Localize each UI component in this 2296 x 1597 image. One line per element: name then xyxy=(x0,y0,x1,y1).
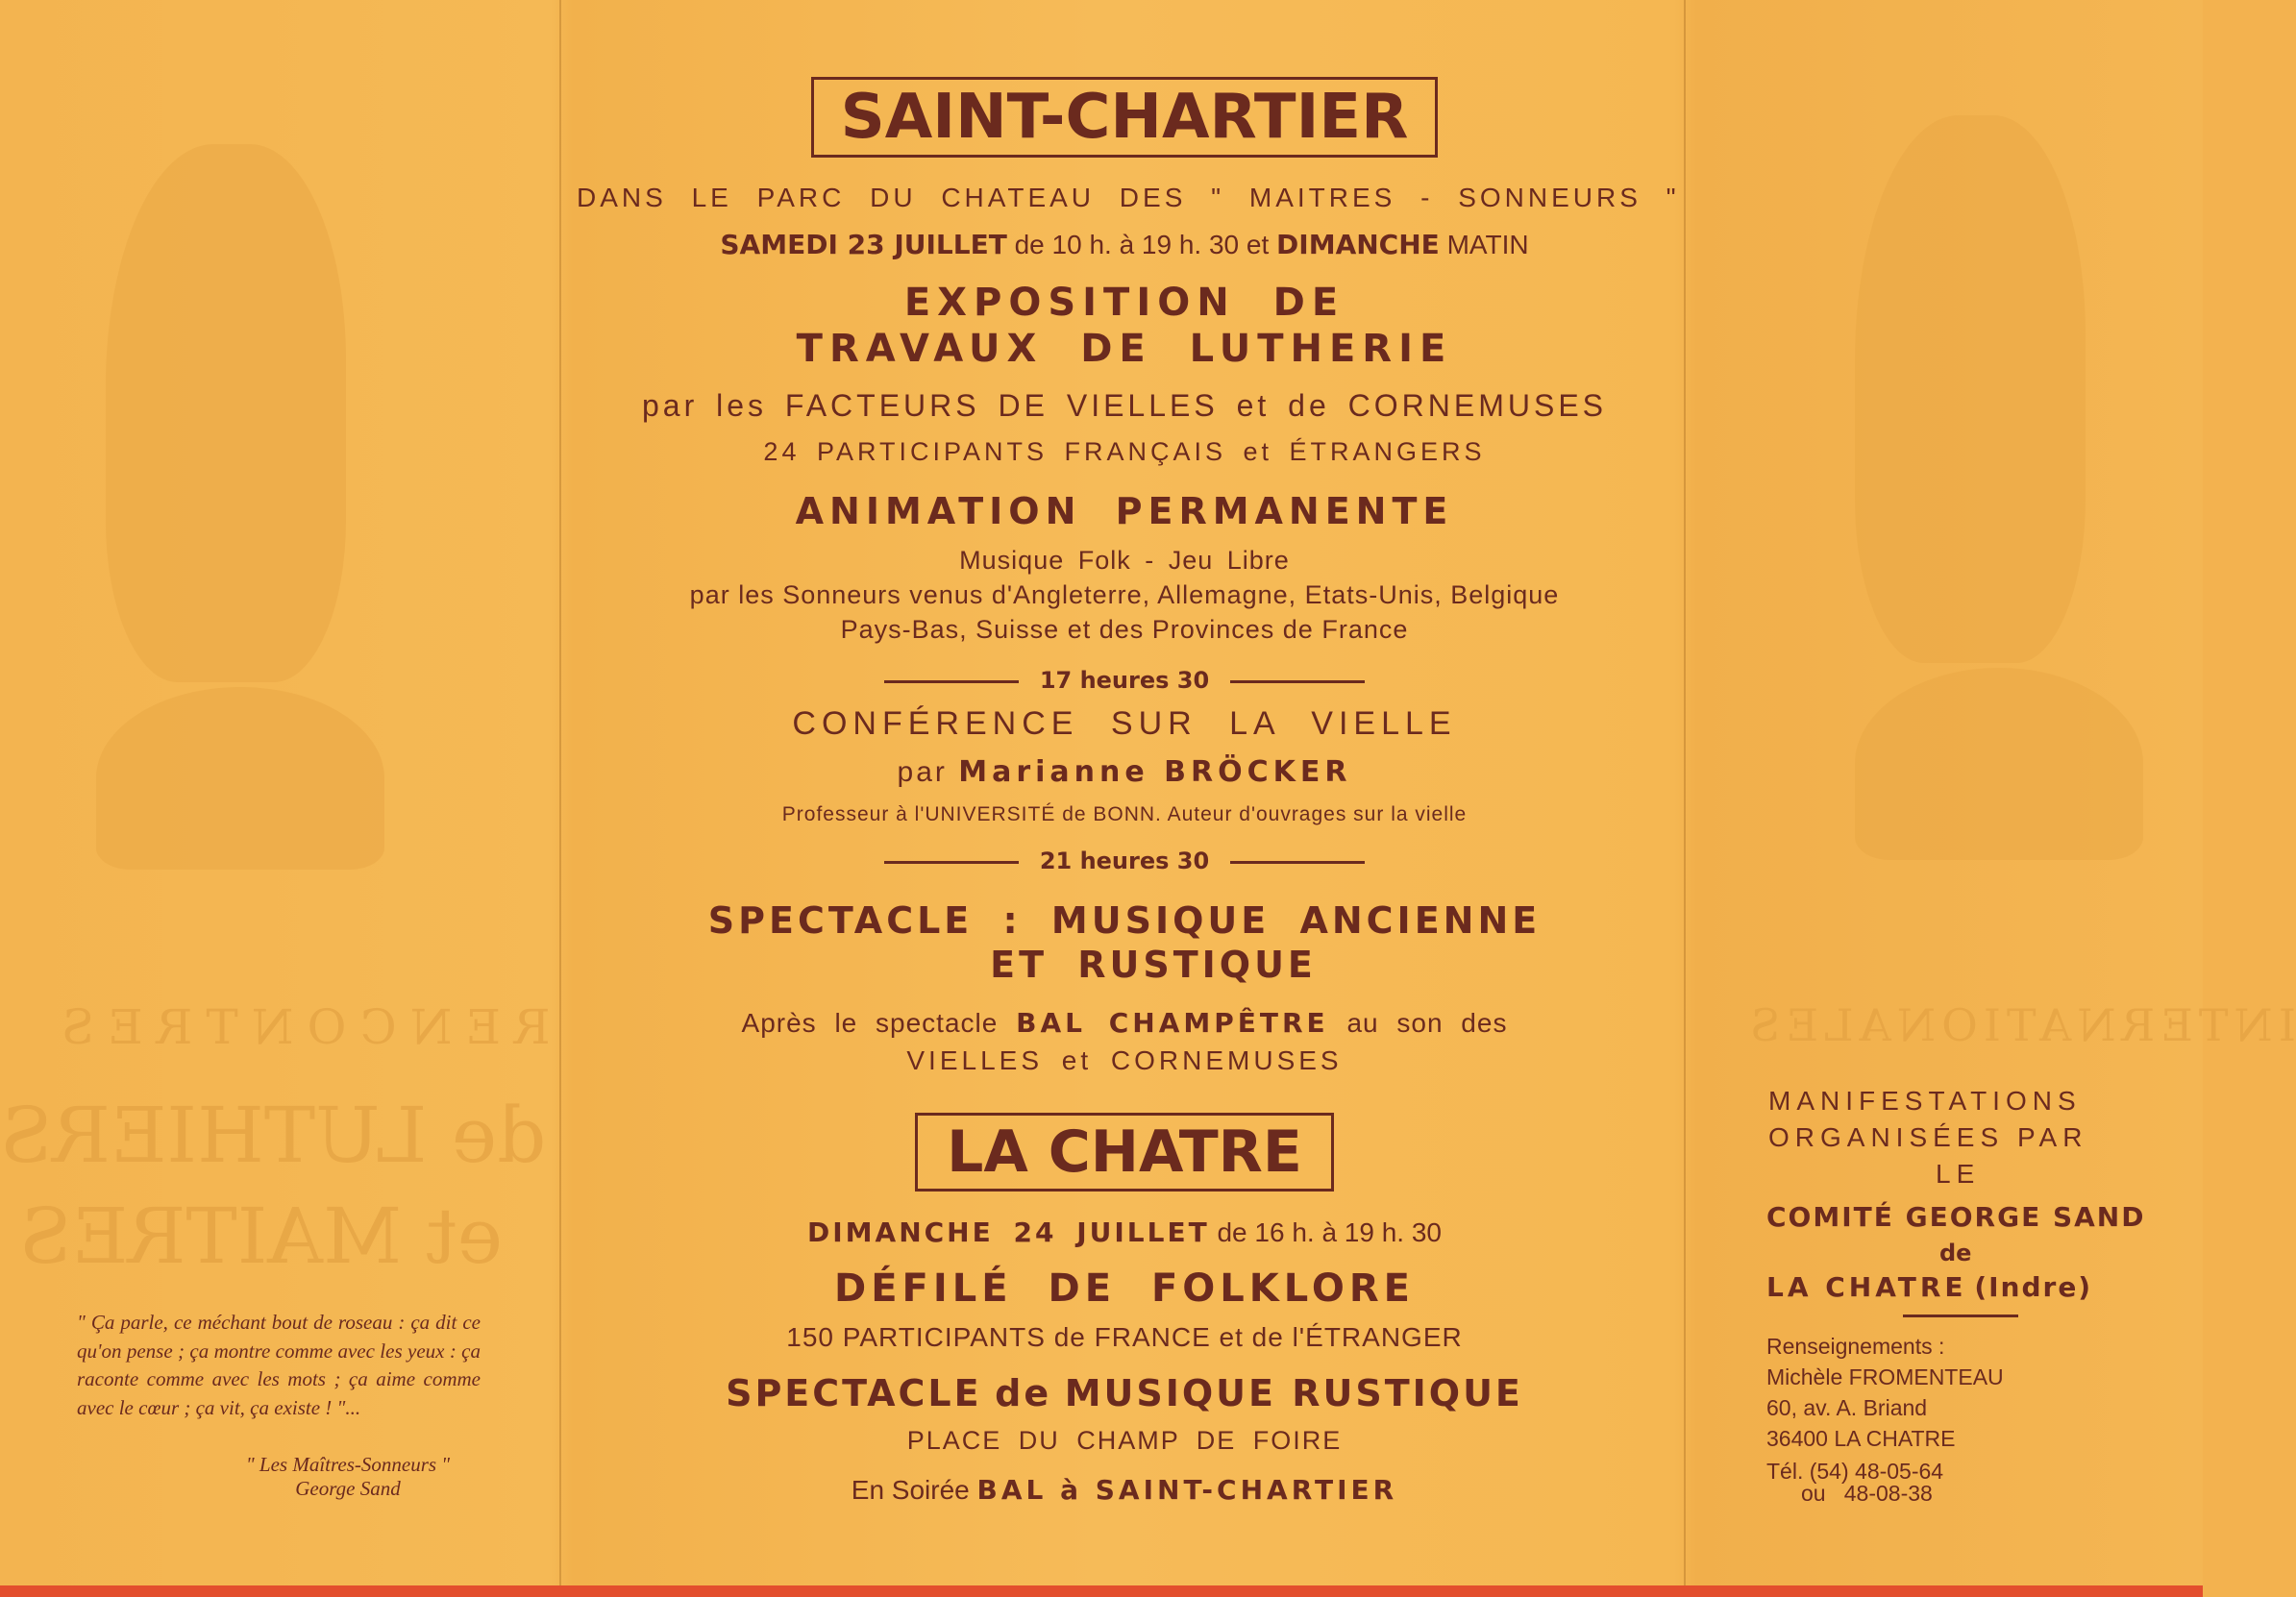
schedule-day2: DIMANCHE xyxy=(1276,229,1440,260)
la-chatre-participants: 150 PARTICIPANTS de FRANCE et de l'ÉTRANGER xyxy=(786,1322,1463,1352)
organizer-rule xyxy=(1903,1314,2018,1317)
animation-line2: par les Sonneurs venus d'Angleterre, Allemagne, Etats-Unis, Belgique xyxy=(689,580,1560,609)
contact-tel: Tél. (54) 48-05-64 xyxy=(1766,1459,1944,1484)
schedule-conj: et xyxy=(1246,230,1270,259)
conference-credentials: Professeur à l'UNIVERSITÉ de BONN. Auteur d'ouvrages sur la vielle xyxy=(781,803,1468,825)
quote-source: " Les Maîtres-Sonneurs " xyxy=(245,1453,451,1476)
la-chatre-spectacle-b: de xyxy=(995,1372,1052,1414)
divider-right xyxy=(1230,861,1365,864)
la-chatre-date-bold: DIMANCHE 24 JUILLET xyxy=(807,1216,1210,1248)
divider-left xyxy=(884,680,1019,683)
divider-right xyxy=(1230,680,1365,683)
la-chatre-place: PLACE DU CHAMP DE FOIRE xyxy=(906,1426,1343,1455)
spectacle-after-pre: Après le spectacle xyxy=(741,1008,999,1038)
la-chatre-soiree-pre: En Soirée xyxy=(851,1475,970,1505)
title-la-chatre: LA CHATRE xyxy=(915,1113,1334,1192)
spectacle-title-2: ET RUSTIQUE xyxy=(990,944,1317,986)
contact-city: 36400 LA CHATRE xyxy=(1766,1426,1956,1451)
la-chatre-date-hours: de 16 h. à 19 h. 30 xyxy=(1217,1217,1442,1247)
conference-by: par xyxy=(897,756,948,788)
fold-line-right xyxy=(1684,0,1686,1585)
conference-speaker-line xyxy=(577,755,1672,789)
organizer-de: de xyxy=(1939,1240,1972,1266)
fold-line-left xyxy=(559,0,561,1585)
la-chatre-title-row xyxy=(577,1113,1672,1192)
title-row xyxy=(577,77,1672,158)
organizer-place: LA CHATRE xyxy=(1766,1271,1967,1303)
organizer-line2: ORGANISÉES PAR xyxy=(1768,1122,2088,1152)
statue-base-right xyxy=(1855,668,2143,860)
spectacle-after-post: au son des xyxy=(1346,1008,1508,1038)
contact-name: Michèle FROMENTEAU xyxy=(1766,1364,2004,1389)
organizer-dept: (Indre) xyxy=(1974,1271,2093,1303)
contact-tel-alt: ou 48-08-38 xyxy=(1801,1481,1933,1506)
contact-street: 60, av. A. Briand xyxy=(1766,1395,1928,1420)
defile-title: DÉFILÉ DE FOLKLORE xyxy=(834,1266,1415,1311)
divider-left xyxy=(884,861,1019,864)
ghost-text-left2: de LUTHIERS xyxy=(0,1091,547,1180)
conference-time: 17 heures 30 xyxy=(1039,667,1210,694)
schedule-day1: SAMEDI 23 JUILLET xyxy=(720,229,1007,260)
la-chatre-soiree-bold: BAL à SAINT-CHARTIER xyxy=(976,1474,1398,1506)
bottom-edge xyxy=(0,1585,2203,1597)
quote-author: George Sand xyxy=(295,1477,401,1500)
animation-title: ANIMATION PERMANENTE xyxy=(795,490,1454,532)
exposition-title-1: EXPOSITION DE xyxy=(903,281,1346,325)
ghost-text-right1: INTERNATIONALES xyxy=(1744,999,2296,1051)
la-chatre-spectacle-a: SPECTACLE xyxy=(726,1372,982,1414)
organizer-place-line xyxy=(1766,1271,2092,1303)
statue-silhouette-right xyxy=(1855,115,2086,663)
contact-label: Renseignements : xyxy=(1766,1334,1945,1359)
statue-base-left xyxy=(96,687,384,870)
spectacle-title-1: SPECTACLE : MUSIQUE ANCIENNE xyxy=(707,899,1542,942)
organizer-line1: MANIFESTATIONS xyxy=(1768,1086,2082,1116)
ghost-text-left3: et MAITRES xyxy=(19,1192,504,1281)
animation-line1: Musique Folk - Jeu Libre xyxy=(959,546,1290,575)
exposition-makers: par les FACTEURS DE VIELLES et de CORNEMUSES xyxy=(641,388,1608,423)
spectacle-time: 21 heures 30 xyxy=(1039,848,1210,874)
conference-speaker: Marianne BRÖCKER xyxy=(958,755,1352,789)
conference-title: CONFÉRENCE SUR LA VIELLE xyxy=(792,705,1457,742)
spectacle-time-row xyxy=(577,848,1672,874)
organizer-line3: LE xyxy=(1936,1159,1981,1189)
organizer-name: COMITÉ GEORGE SAND xyxy=(1766,1201,2146,1233)
la-chatre-date-line xyxy=(577,1216,1672,1248)
schedule-hours: de 10 h. à 19 h. 30 xyxy=(1014,230,1240,259)
la-chatre-spectacle-line xyxy=(577,1372,1672,1415)
title-saint-chartier: SAINT-CHARTIER xyxy=(811,77,1439,158)
ghost-text-left1: RENCONTRES xyxy=(48,999,551,1055)
spectacle-after-bold: BAL CHAMPÊTRE xyxy=(1016,1007,1329,1039)
quote-source-block xyxy=(213,1453,482,1501)
statue-silhouette-left xyxy=(106,144,346,682)
location-line: DANS LE PARC DU CHATEAU DES " MAITRES - SONNEURS " xyxy=(577,183,1680,212)
spectacle-after-line xyxy=(577,1007,1672,1039)
george-sand-quote: " Ça parle, ce méchant bout de roseau : ça dit ce qu'on pense ; ça montre comme avec les yeux : ça raconte comme avec les mots ; ça aime comme avec le cœur ; ça vit, ça existe ! "... xyxy=(77,1311,481,1419)
exposition-participants: 24 PARTICIPANTS FRANÇAIS et ÉTRANGERS xyxy=(763,437,1486,466)
spectacle-after-line2: VIELLES et CORNEMUSES xyxy=(906,1045,1343,1075)
schedule-line xyxy=(577,229,1672,260)
la-chatre-spectacle-c: MUSIQUE RUSTIQUE xyxy=(1064,1372,1523,1414)
exposition-title-2: TRAVAUX DE LUTHERIE xyxy=(796,327,1453,371)
la-chatre-soiree-line xyxy=(577,1474,1672,1506)
conference-time-row xyxy=(577,667,1672,694)
animation-line3: Pays-Bas, Suisse et des Provinces de France xyxy=(840,615,1409,644)
schedule-suffix: MATIN xyxy=(1446,230,1529,259)
